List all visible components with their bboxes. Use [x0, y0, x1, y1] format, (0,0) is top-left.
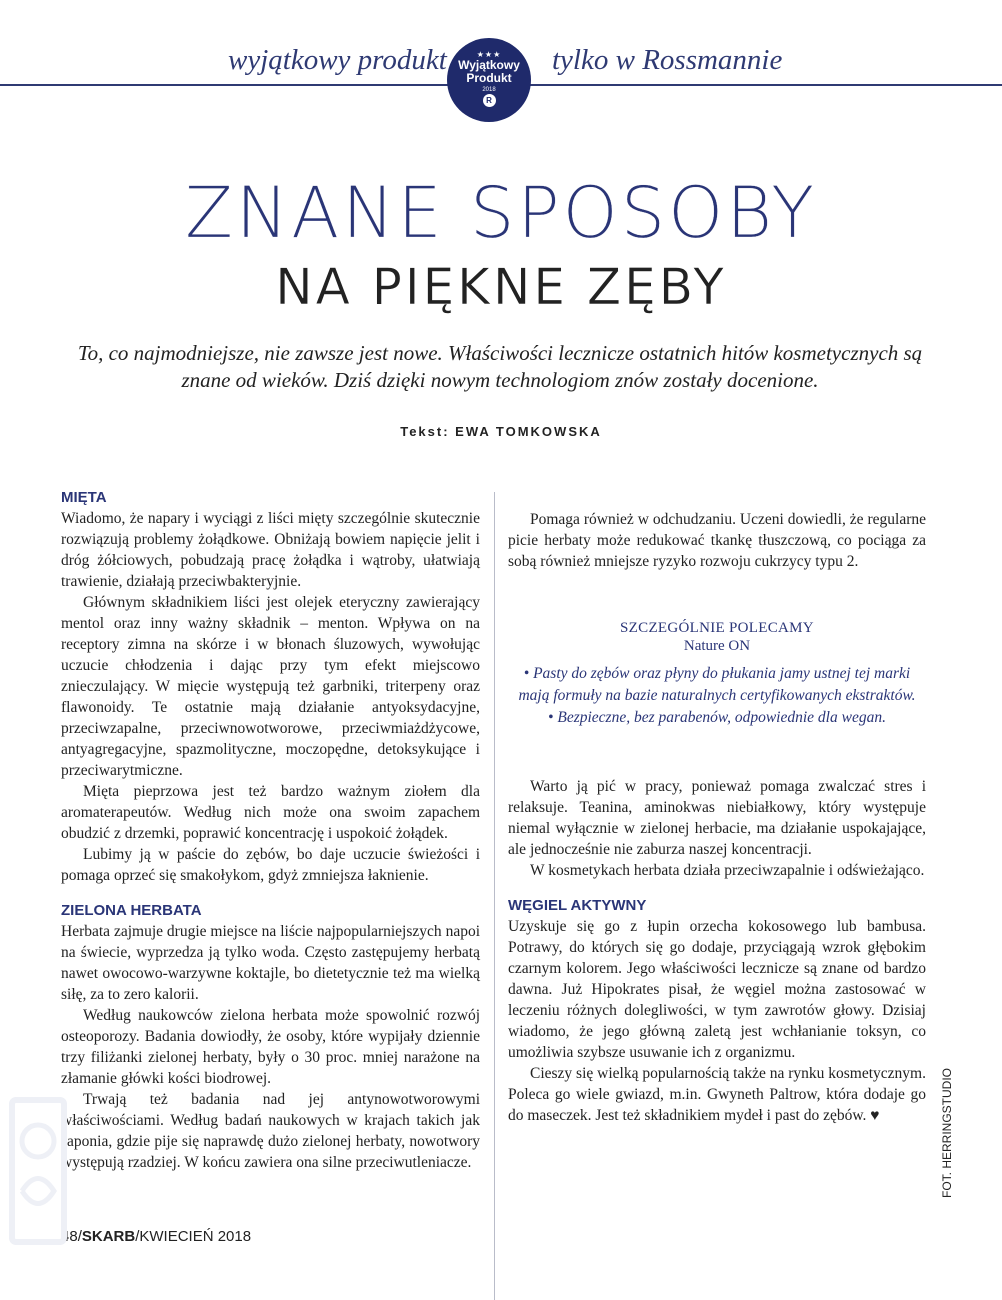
paragraph: Głównym składnikiem liści jest olejek eteryczny zawierający mentol oraz inny ważny składnik – menton. Wpływa on na receptory zimna na skórze i w błonach śluzowych, wywołując uczucie chłodzenia i dając przy tym efekt miejscowo znieczulający. W mięcie występują też garbniki, triterpeny oraz flawonoidy. Te ostatnie mają działanie antyoksydacyjne, przeciwzapalne, przeciwnowotworowe, przeciwmiażdżycowe, antyagregacyjne, spazmolityczne, moczopędne, detoksykujące i przeciwarytmiczne.	[61, 594, 480, 779]
photo-credit	[940, 1068, 954, 1198]
paragraph: Mięta pieprzowa jest też bardzo ważnym ziołem dla aromaterapeutów. Według nich może ona swoim zapachem obudzić z drzemki, poprawić koncentrację i uspokoić żołądek.	[61, 783, 480, 842]
page-title-line1: ZNANE SPOSOBY	[184, 172, 818, 254]
paragraph: Trwają też badania nad jej antynowotworowymi właściwościami. Według badań naukowych w krajach takich jak Japonia, gdzie pije się naprawdę dużo zielonej herbaty, nowotwory występują rzadziej. W końcu zawiera ona silne przeciwutleniacze.	[61, 1091, 480, 1171]
byline: Tekst: EWA TOMKOWSKA	[400, 424, 602, 439]
issue-date: KWIECIEŃ 2018	[139, 1228, 252, 1245]
page-footer	[61, 1228, 251, 1245]
left-column	[61, 487, 480, 1173]
section-heading-zielona-herbata: ZIELONA HERBATA	[61, 902, 202, 919]
paragraph: Uzyskuje się go z łupin orzecha kokosowego lub bambusa. Potrawy, do których się go dodaje, przyciągają wzrok głębokim czarnym kolorem. Jego właściwości lecznicze są znane od bardzo dawna. Już Hipokrates pisał, że węgiel można zastosować w leczeniu różnych dolegliwości, w tym zawrotów głowy. Dzisiaj wiadomo, że jego główną zaletą jest wchłanianie toksyn, co umożliwia szybsze usuwanie ich z organizmu.	[508, 918, 926, 1061]
rossmann-logo-icon: R	[483, 94, 496, 107]
recommend-box	[508, 619, 926, 729]
page-number: 48	[61, 1228, 78, 1245]
tagline-left: wyjątkowy produkt	[228, 44, 447, 76]
paragraph: Według naukowców zielona herbata może spowolnić rozwój osteoporozy. Badania dowiodły, że osoby, które wypijały dziennie trzy filiżanki zielonej herbaty, były o 30 proc. mniej narażone na złamanie główki kości biodrowej.	[61, 1007, 480, 1087]
right-column	[508, 509, 926, 1126]
paragraph: Lubimy ją w paście do zębów, bo daje uczucie świeżości i pomaga oprzeć się smakołykom, gdyż zmniejsza łaknienie.	[61, 846, 480, 884]
photo-credit-text: FOT. HERRINGSTUDIO	[940, 1067, 954, 1198]
lead-paragraph: To, co najmodniejsze, nie zawsze jest nowe. Właściwości lecznicze ostatnich hitów kosmetycznych są znane od wieków. Dziś dzięki nowym technologiom znów zostały docenione.	[77, 341, 923, 392]
wyjatkowy-produkt-badge	[447, 38, 531, 122]
recommend-box-brand: Nature ON	[683, 638, 751, 654]
paragraph: W kosmetykach herbata działa przeciwzapalnie i odświeżająco.	[530, 862, 925, 879]
footer-separator: /	[135, 1228, 140, 1245]
column-divider	[494, 492, 495, 1300]
section-heading-wegiel-aktywny: WĘGIEL AKTYWNY	[508, 897, 647, 914]
paragraph: Wiadomo, że napary i wyciągi z liści mięty szczególnie skutecznie rozwiązują problemy żołądkowe. Obniżają bowiem napięcie jelit i dróg żółciowych, pobudzają pracę żołądka i wątroby, ułatwiają trawienie, działają przeciwbakteryjnie.	[61, 510, 480, 590]
recommend-box-item: • Bezpieczne, bez parabenów, odpowiednie dla wegan.	[548, 709, 886, 726]
paragraph: Pomaga również w odchudzaniu. Uczeni dowiedli, że regularne picie herbaty może redukować tkankę tłuszczową, co pociąga za sobą również mniejsze ryzyko rozwoju cukrzycy typu 2.	[508, 511, 926, 570]
paragraph: Herbata zajmuje drugie miejsce na liście najpopularniejszych napoi na świecie, wyprzedza ją tylko woda. Często zastępujemy herbatą nawet owocowo-warzywne koktajle, bo dietetycznie też ma wielką siłę, za to zero kalorii.	[61, 923, 480, 1003]
recommend-box-title: SZCZEGÓLNIE POLECAMY	[620, 620, 814, 636]
tagline-right: tylko w Rossmannie	[552, 44, 783, 76]
paragraph: Warto ją pić w pracy, ponieważ pomaga zwalczać stres i relaksuje. Teanina, aminokwas niebiałkowy, który występuje niemal wyłącznie w zielonej herbacie, ma działanie uspokajające, ale jednocześnie nie zaburza naszej koncentracji.	[508, 778, 926, 858]
badge-year: 2018	[482, 87, 496, 93]
section-heading-mieta: MIĘTA	[61, 489, 107, 506]
recommend-box-item: • Pasty do zębów oraz płyny do płukania jamy ustnej tej marki mają formuły na bazie naturalnych certyfikowanych ekstraktów.	[518, 665, 916, 704]
paragraph: Cieszy się wielką popularnością także na rynku kosmetycznym. Poleca go wiele gwiazd, m.in. Gwyneth Paltrow, która dodaje go do maseczek. Jest też składnikiem mydeł i past do zębów. ♥	[508, 1065, 926, 1124]
watermark-logo-icon	[8, 1096, 68, 1246]
badge-line1: Wyjątkowy	[458, 58, 520, 72]
page-title-line2: NA PIĘKNE ZĘBY	[275, 258, 727, 316]
footer-separator: /	[77, 1228, 82, 1245]
badge-stars-icon: ★★★	[476, 50, 502, 59]
badge-line2: Produkt	[466, 71, 512, 85]
publication-name: SKARB	[81, 1228, 136, 1245]
